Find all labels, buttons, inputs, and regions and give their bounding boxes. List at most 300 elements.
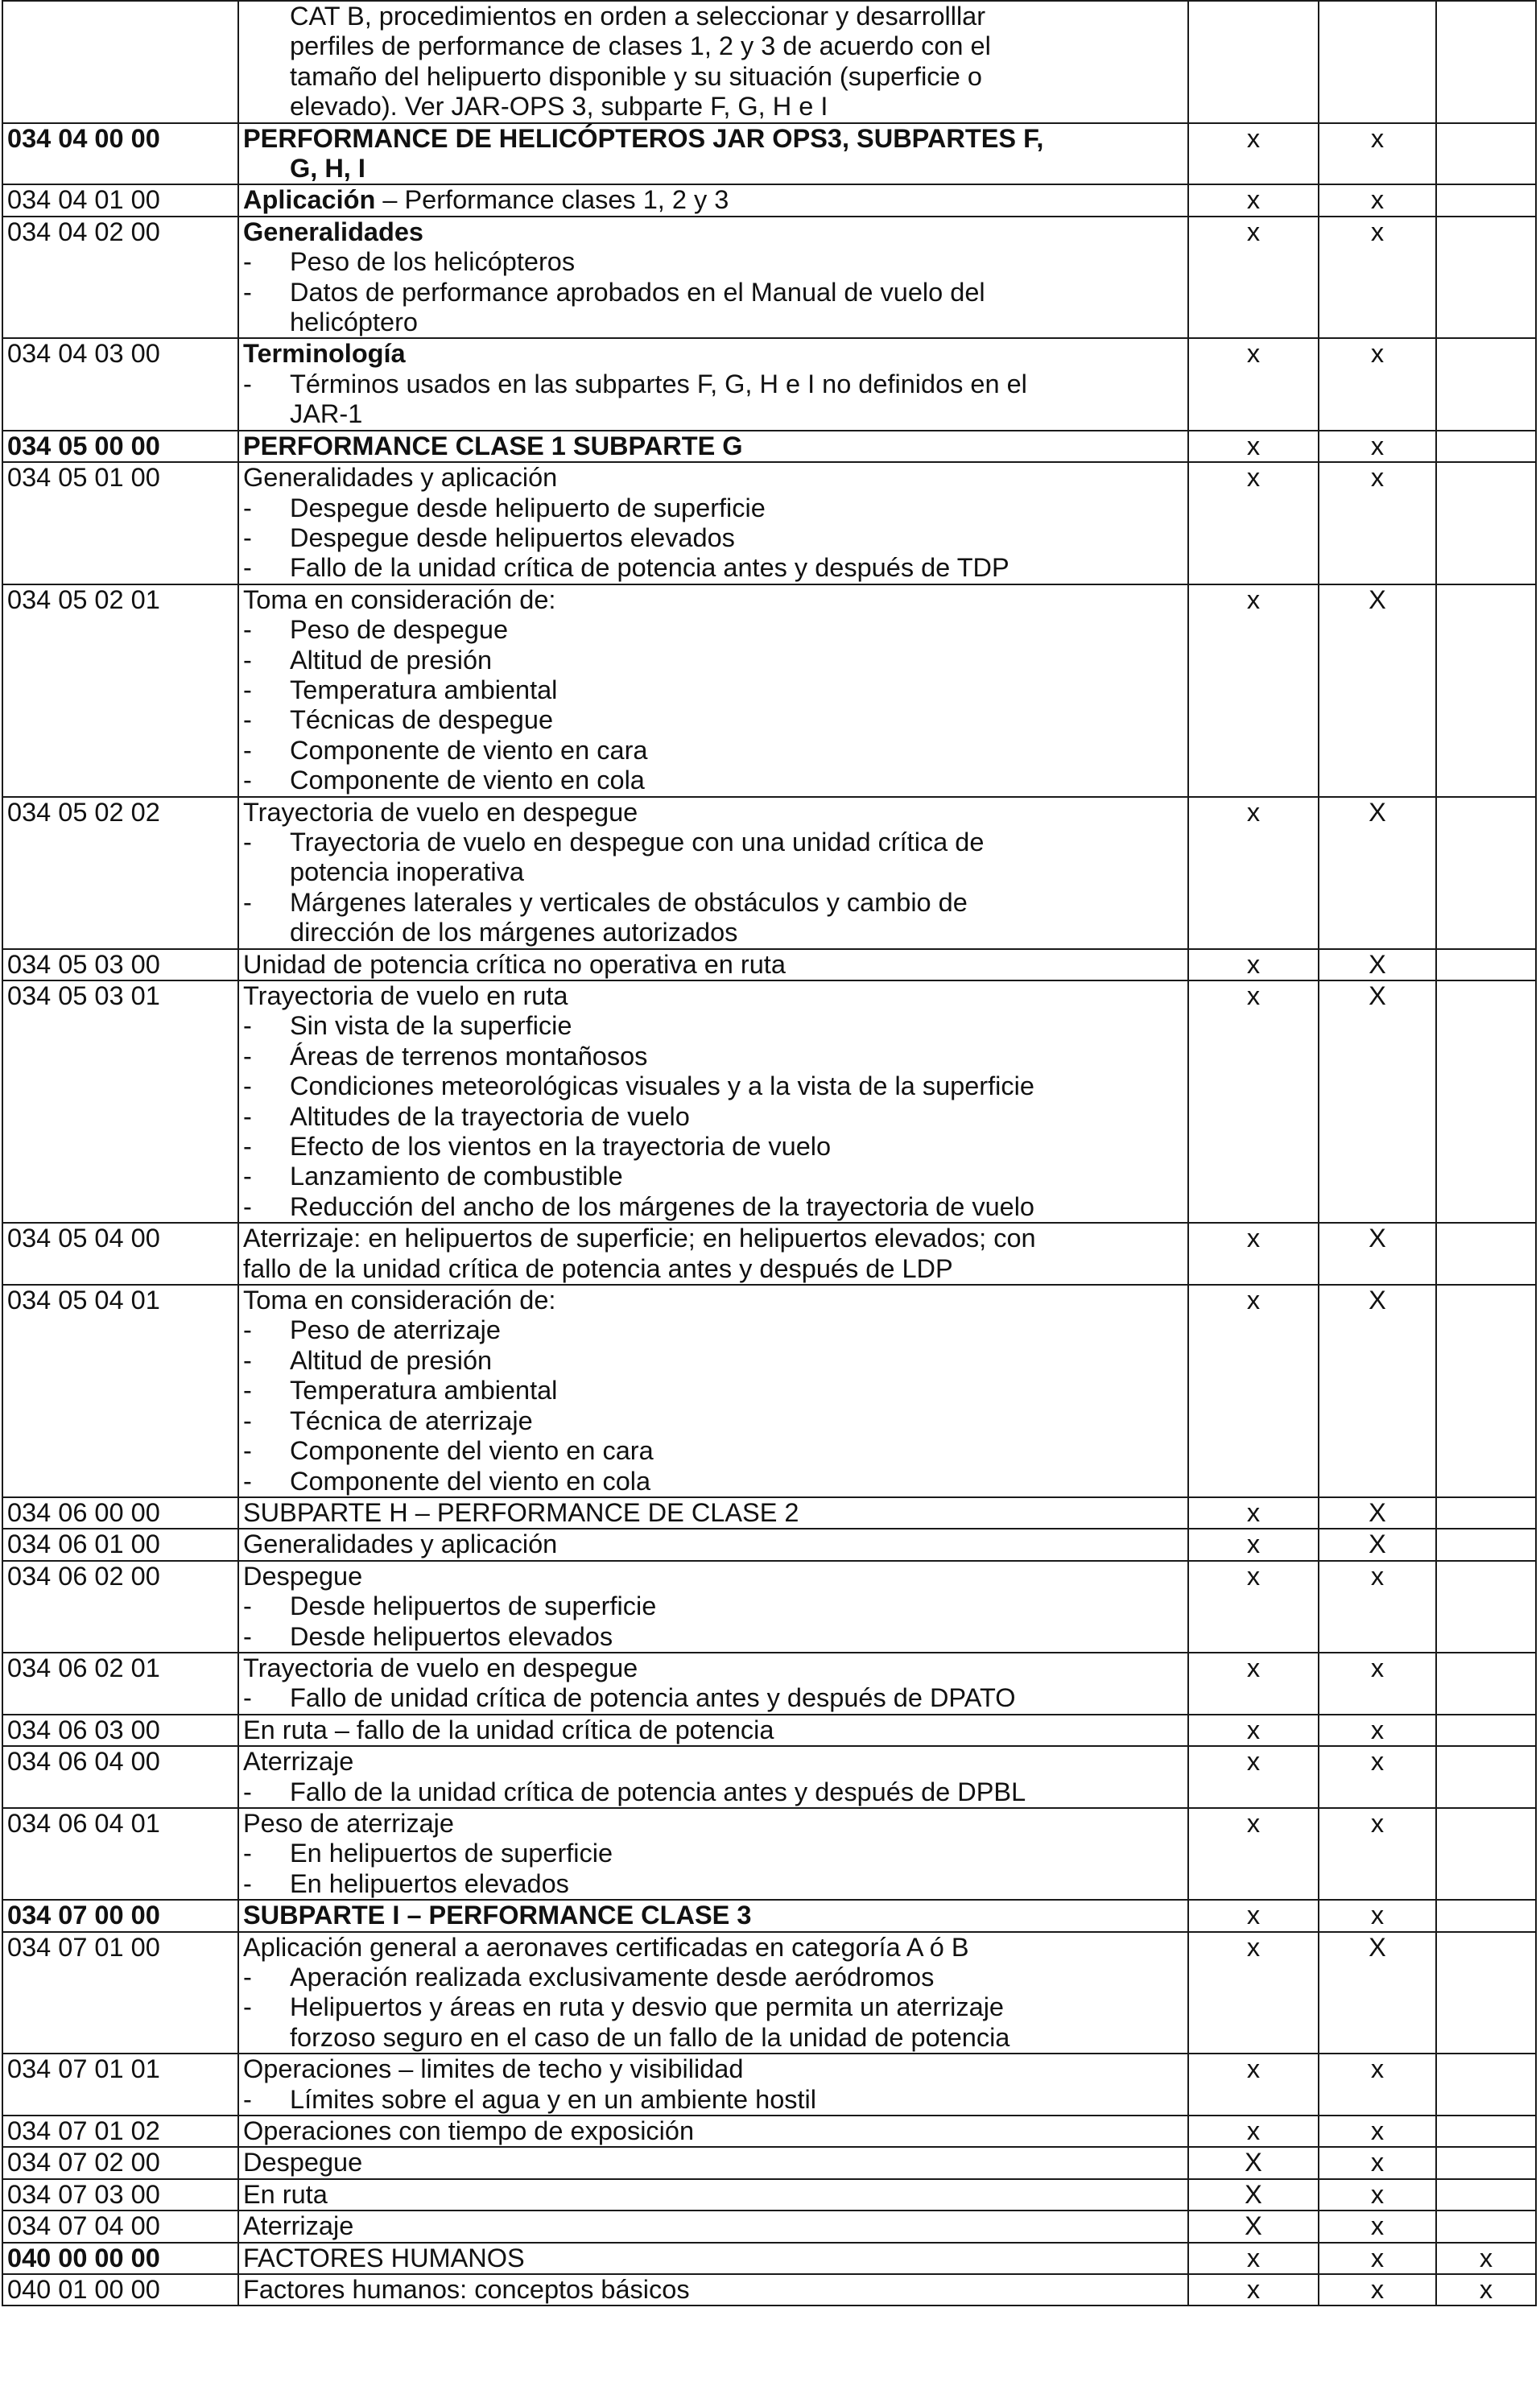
- section-title: Aterrizaje: [243, 1747, 354, 1777]
- bullet-item: [243, 705, 1183, 735]
- section-heading: [243, 585, 1183, 615]
- checkmark-cell: [1436, 431, 1536, 462]
- dash-bullet-icon: -: [243, 1071, 252, 1101]
- checkmark-cell: x: [1319, 1653, 1436, 1715]
- table-row: [2, 1808, 1536, 1900]
- dash-bullet-icon: -: [243, 705, 252, 735]
- section-heading: [243, 1809, 1183, 1839]
- bullet-text: Límites sobre el agua y en un ambiente hostil: [290, 2084, 816, 2114]
- checkmark-cell: x: [1188, 1808, 1319, 1900]
- dash-bullet-icon: -: [243, 1683, 252, 1713]
- table-row: [2, 2274, 1536, 2306]
- bullet-text: Despegue desde helipuertos elevados: [290, 522, 735, 552]
- checkmark-cell: [1436, 1223, 1536, 1285]
- section-title: Peso de aterrizaje: [243, 1808, 454, 1838]
- dash-bullet-icon: -: [243, 1191, 252, 1221]
- bullet-text: Áreas de terrenos montañosos: [290, 1041, 648, 1071]
- table-row: [2, 431, 1536, 462]
- section-description: [238, 980, 1188, 1223]
- dash-bullet-icon: -: [243, 766, 252, 795]
- section-title: Aplicación: [243, 185, 376, 215]
- section-heading: [243, 2211, 1183, 2241]
- dash-bullet-icon: -: [243, 1101, 252, 1131]
- dash-bullet-icon: -: [243, 1777, 252, 1806]
- checkmark-cell: [1436, 1653, 1536, 1715]
- bullet-text: Datos de performance aprobados en el Manual de vuelo del: [290, 277, 985, 307]
- section-heading: [243, 217, 1183, 247]
- bullet-text: Componente de viento en cola: [290, 766, 645, 795]
- section-heading: [243, 1901, 1183, 1930]
- checkmark-cell: [1436, 1285, 1536, 1497]
- section-code: 034 05 03 00: [2, 949, 238, 980]
- section-description: [238, 338, 1188, 430]
- bullet-text: En helipuertos de superficie: [290, 1839, 613, 1868]
- table-row: [2, 1932, 1536, 2054]
- section-description: [238, 1497, 1188, 1529]
- table-row: [2, 2116, 1536, 2147]
- bullet-text: En helipuertos elevados: [290, 1868, 569, 1898]
- checkmark-cell: X: [1319, 1223, 1436, 1285]
- section-heading: [243, 1498, 1183, 1528]
- section-title: SUBPARTE I – PERFORMANCE CLASE 3: [243, 1901, 752, 1930]
- continuation-line: dirección de los márgenes autorizados: [290, 918, 738, 947]
- dash-bullet-icon: -: [243, 1376, 252, 1406]
- checkmark-cell: x: [1188, 2054, 1319, 2116]
- bullet-item: [243, 675, 1183, 705]
- section-title: Toma en consideración de:: [243, 1286, 556, 1315]
- section-heading: [243, 1715, 1183, 1745]
- checkmark-cell: x: [1188, 1529, 1319, 1560]
- table-row: [2, 338, 1536, 430]
- bullet-item: [243, 1839, 1183, 1868]
- dash-bullet-icon: -: [243, 1466, 252, 1496]
- bullet-text: Peso de despegue: [290, 615, 509, 645]
- table-row: [2, 1285, 1536, 1497]
- section-code: 034 05 02 01: [2, 584, 238, 797]
- section-description: [238, 2054, 1188, 2116]
- section-code: 034 04 01 00: [2, 184, 238, 216]
- continuation-line: helicóptero: [290, 308, 418, 337]
- bullet-text: Componente de viento en cara: [290, 735, 648, 765]
- dash-bullet-icon: -: [243, 1345, 252, 1375]
- checkmark-cell: x: [1319, 2243, 1436, 2274]
- checkmark-cell: x: [1188, 797, 1319, 949]
- bullet-text: Altitud de presión: [290, 645, 493, 675]
- section-heading: [243, 431, 1183, 461]
- checkmark-cell: x: [1188, 1223, 1319, 1285]
- section-code: 034 06 02 00: [2, 1561, 238, 1653]
- checkmark-cell: [1436, 217, 1536, 339]
- bullet-text: Temperatura ambiental: [290, 1376, 558, 1406]
- section-code: 034 04 02 00: [2, 217, 238, 339]
- dash-bullet-icon: -: [243, 1315, 252, 1345]
- checkmark-cell: x: [1188, 949, 1319, 980]
- checkmark-cell: X: [1319, 1497, 1436, 1529]
- section-description: [238, 584, 1188, 797]
- bullet-text: Desde helipuertos de superficie: [290, 1591, 657, 1621]
- section-title: Toma en consideración de:: [243, 584, 556, 614]
- section-description: [238, 1223, 1188, 1285]
- checkmark-cell: X: [1319, 1285, 1436, 1497]
- checkmark-cell: x: [1319, 2116, 1436, 2147]
- section-heading: [243, 798, 1183, 828]
- bullet-text: Aperación realizada exclusivamente desde aeródromos: [290, 1963, 935, 1992]
- bullet-text: Fallo de unidad crítica de potencia antes y después de DPATO: [290, 1683, 1016, 1713]
- section-title: Aterrizaje: en helipuertos de superficie; en helipuertos elevados; con: [243, 1224, 1036, 1253]
- checkmark-cell: [1436, 2179, 1536, 2211]
- section-description: [238, 431, 1188, 462]
- section-code: 034 07 04 00: [2, 2211, 238, 2242]
- checkmark-cell: x: [1319, 1561, 1436, 1653]
- intro-code-cell: [2, 1, 238, 123]
- bullet-item: [243, 1132, 1183, 1162]
- checkmark-cell: x: [1188, 1715, 1319, 1746]
- bullet-text: Efecto de los vientos en la trayectoria de vuelo: [290, 1132, 832, 1162]
- intro-line: perfiles de performance de clases 1, 2 y 3 de acuerdo con el: [290, 31, 991, 61]
- section-description: [238, 2243, 1188, 2274]
- bullet-text: Márgenes laterales y verticales de obstáculos y cambio de: [290, 887, 968, 917]
- checkmark-cell: [1436, 1497, 1536, 1529]
- table-row: [2, 1497, 1536, 1529]
- section-title: Operaciones con tiempo de exposición: [243, 2116, 695, 2146]
- section-description: [238, 2116, 1188, 2147]
- dash-bullet-icon: -: [243, 1963, 252, 1992]
- section-heading: [243, 950, 1183, 980]
- section-title: Generalidades y aplicación: [243, 1529, 558, 1559]
- section-description: [238, 2147, 1188, 2178]
- section-title: Trayectoria de vuelo en despegue: [243, 1653, 638, 1682]
- dash-bullet-icon: -: [243, 887, 252, 917]
- dash-bullet-icon: -: [243, 369, 252, 398]
- bullet-item: [243, 1011, 1183, 1041]
- bullet-item: [243, 1869, 1183, 1899]
- dash-bullet-icon: -: [243, 1839, 252, 1868]
- bullet-item: [243, 1622, 1183, 1652]
- checkmark-cell: [1436, 797, 1536, 949]
- bullet-text: Términos usados en las subpartes F, G, H e I no definidos en el: [290, 369, 1027, 398]
- section-description: [238, 1746, 1188, 1808]
- section-code: 034 06 01 00: [2, 1529, 238, 1560]
- section-code: 034 07 01 01: [2, 2054, 238, 2116]
- checkmark-cell: x: [1188, 1497, 1319, 1529]
- syllabus-table-body: [2, 1, 1536, 2306]
- intro-line: elevado). Ver JAR-OPS 3, subparte F, G, H e I: [290, 92, 828, 122]
- section-heading: [243, 2116, 1183, 2146]
- section-heading: [243, 1653, 1183, 1683]
- bullet-item: [243, 646, 1183, 675]
- dash-bullet-icon: -: [243, 553, 252, 583]
- table-row: [2, 1561, 1536, 1653]
- checkmark-cell: X: [1319, 797, 1436, 949]
- section-description: [238, 1808, 1188, 1900]
- section-heading: [243, 2244, 1183, 2273]
- section-code: 034 04 00 00: [2, 123, 238, 185]
- bullet-item: [243, 1406, 1183, 1436]
- checkmark-cell: x: [1188, 2274, 1319, 2306]
- bullet-item: [243, 1192, 1183, 1222]
- bullet-text: Componente del viento en cara: [290, 1436, 654, 1466]
- dash-bullet-icon: -: [243, 827, 252, 857]
- dash-bullet-icon: -: [243, 247, 252, 277]
- bullet-text: Condiciones meteorológicas visuales y a la vista de la superficie: [290, 1071, 1034, 1101]
- checkmark-cell: [1436, 1746, 1536, 1808]
- table-row: [2, 184, 1536, 216]
- section-code: 034 05 04 01: [2, 1285, 238, 1497]
- section-description: [238, 1653, 1188, 1715]
- intro-mark-cell: [1319, 1, 1436, 123]
- bullet-text: Helipuertos y áreas en ruta y desvio que permita un aterrizaje: [290, 1992, 1004, 2022]
- bullet-item: [243, 1683, 1183, 1713]
- section-description: [238, 1900, 1188, 1931]
- intro-mark-cell: [1436, 1, 1536, 123]
- bullet-item: [243, 1777, 1183, 1807]
- section-title: En ruta: [243, 2179, 328, 2209]
- continuation-line: JAR-1: [290, 399, 363, 429]
- checkmark-cell: X: [1188, 2147, 1319, 2178]
- continuation-line: potencia inoperativa: [290, 857, 524, 887]
- section-description: [238, 949, 1188, 980]
- section-description: [238, 1561, 1188, 1653]
- bullet-text: Temperatura ambiental: [290, 675, 558, 704]
- checkmark-cell: [1436, 2147, 1536, 2178]
- dash-bullet-icon: -: [243, 1132, 252, 1162]
- continuation-line: forzoso seguro en el caso de un fallo de la unidad de potencia: [290, 2022, 1010, 2052]
- bullet-text: Fallo de la unidad crítica de potencia antes y después de TDP: [290, 553, 1009, 583]
- section-description: [238, 797, 1188, 949]
- section-heading: [243, 463, 1183, 493]
- section-code: 034 05 04 00: [2, 1223, 238, 1285]
- section-title: Unidad de potencia crítica no operativa en ruta: [243, 949, 786, 979]
- checkmark-cell: x: [1319, 2274, 1436, 2306]
- bullet-text: Técnica de aterrizaje: [290, 1406, 533, 1435]
- section-code: 034 07 00 00: [2, 1900, 238, 1931]
- table-row: [2, 462, 1536, 584]
- intro-mark-cell: [1188, 1, 1319, 123]
- section-code: 034 07 01 00: [2, 1932, 238, 2054]
- checkmark-cell: x: [1188, 338, 1319, 430]
- bullet-item: [243, 828, 1183, 857]
- section-description: [238, 123, 1188, 185]
- section-title: Generalidades y aplicación: [243, 463, 558, 493]
- bullet-item: [243, 1591, 1183, 1621]
- dash-bullet-icon: -: [243, 277, 252, 307]
- checkmark-cell: [1436, 584, 1536, 797]
- table-row: [2, 1223, 1536, 1285]
- intro-description-cell: [238, 1, 1188, 123]
- checkmark-cell: x: [1319, 1900, 1436, 1931]
- section-title: Trayectoria de vuelo en despegue: [243, 797, 638, 827]
- bullet-text: Trayectoria de vuelo en despegue con una unidad crítica de: [290, 827, 985, 857]
- dash-bullet-icon: -: [243, 493, 252, 522]
- table-row: [2, 1746, 1536, 1808]
- section-title: Generalidades: [243, 217, 423, 246]
- checkmark-cell: X: [1188, 2211, 1319, 2242]
- section-title: FACTORES HUMANOS: [243, 2243, 525, 2272]
- section-heading: [243, 124, 1183, 154]
- syllabus-table: [2, 0, 1537, 2306]
- section-title: Despegue: [243, 2148, 363, 2178]
- bullet-item: [243, 888, 1183, 918]
- checkmark-cell: x: [1319, 431, 1436, 462]
- bullet-item: [243, 1071, 1183, 1101]
- description-line: fallo de la unidad crítica de potencia antes y después de LDP: [243, 1253, 953, 1283]
- section-heading: [243, 2180, 1183, 2210]
- checkmark-cell: [1436, 949, 1536, 980]
- bullet-text: Fallo de la unidad crítica de potencia antes y después de DPBL: [290, 1777, 1026, 1806]
- bullet-item: [243, 1102, 1183, 1132]
- section-heading: [243, 2054, 1183, 2084]
- intro-line: CAT B, procedimientos en orden a seleccionar y desarrolllar: [290, 2, 986, 31]
- bullet-item: [243, 247, 1183, 277]
- bullet-item: [243, 1467, 1183, 1496]
- intro-row: [2, 1, 1536, 123]
- continuation-line: G, H, I: [290, 154, 365, 184]
- section-description: [238, 1932, 1188, 2054]
- checkmark-cell: x: [1319, 1808, 1436, 1900]
- bullet-text: Técnicas de despegue: [290, 705, 554, 735]
- checkmark-cell: x: [1319, 338, 1436, 430]
- checkmark-cell: [1436, 2054, 1536, 2116]
- checkmark-cell: x: [1188, 1746, 1319, 1808]
- checkmark-cell: x: [1319, 123, 1436, 185]
- table-row: [2, 584, 1536, 797]
- table-row: [2, 2179, 1536, 2211]
- section-code: 034 06 02 01: [2, 1653, 238, 1715]
- table-row: [2, 1715, 1536, 1746]
- checkmark-cell: x: [1188, 217, 1319, 339]
- checkmark-cell: x: [1319, 217, 1436, 339]
- checkmark-cell: x: [1188, 462, 1319, 584]
- section-title: PERFORMANCE CLASE 1 SUBPARTE G: [243, 431, 743, 460]
- checkmark-cell: x: [1188, 1285, 1319, 1497]
- checkmark-cell: x: [1188, 980, 1319, 1223]
- bullet-text: Componente del viento en cola: [290, 1466, 651, 1496]
- checkmark-cell: [1436, 2116, 1536, 2147]
- checkmark-cell: X: [1319, 584, 1436, 797]
- bullet-item: [243, 615, 1183, 645]
- table-row: [2, 123, 1536, 185]
- section-code: 034 06 04 01: [2, 1808, 238, 1900]
- checkmark-cell: x: [1188, 1561, 1319, 1653]
- section-code: 034 04 03 00: [2, 338, 238, 430]
- checkmark-cell: x: [1188, 1932, 1319, 2054]
- checkmark-cell: x: [1188, 431, 1319, 462]
- bullet-item: [243, 1992, 1183, 2022]
- bullet-item: [243, 553, 1183, 583]
- checkmark-cell: [1436, 1715, 1536, 1746]
- dash-bullet-icon: -: [243, 1011, 252, 1041]
- section-description: [238, 1285, 1188, 1497]
- dash-bullet-icon: -: [243, 1041, 252, 1071]
- checkmark-cell: x: [1188, 1900, 1319, 1931]
- dash-bullet-icon: -: [243, 675, 252, 704]
- checkmark-cell: x: [1436, 2243, 1536, 2274]
- section-code: 034 06 00 00: [2, 1497, 238, 1529]
- section-code: 034 07 02 00: [2, 2147, 238, 2178]
- section-title: Factores humanos: conceptos básicos: [243, 2275, 690, 2305]
- checkmark-cell: x: [1188, 123, 1319, 185]
- section-code: 034 05 00 00: [2, 431, 238, 462]
- section-heading: [243, 185, 1183, 215]
- checkmark-cell: [1436, 1808, 1536, 1900]
- checkmark-cell: x: [1319, 1746, 1436, 1808]
- table-row: [2, 2054, 1536, 2116]
- checkmark-cell: [1436, 184, 1536, 216]
- section-code: 040 00 00 00: [2, 2243, 238, 2274]
- dash-bullet-icon: -: [243, 1406, 252, 1435]
- table-row: [2, 980, 1536, 1223]
- bullet-text: Peso de los helicópteros: [290, 247, 576, 277]
- section-title: Trayectoria de vuelo en ruta: [243, 981, 568, 1010]
- checkmark-cell: [1436, 980, 1536, 1223]
- section-heading: [243, 981, 1183, 1011]
- table-row: [2, 217, 1536, 339]
- checkmark-cell: X: [1188, 2179, 1319, 2211]
- table-row: [2, 2211, 1536, 2242]
- table-row: [2, 949, 1536, 980]
- section-code: 034 07 01 02: [2, 2116, 238, 2147]
- dash-bullet-icon: -: [243, 1868, 252, 1898]
- dash-bullet-icon: -: [243, 645, 252, 675]
- checkmark-cell: x: [1319, 2054, 1436, 2116]
- section-title: Despegue: [243, 1561, 363, 1591]
- checkmark-cell: x: [1188, 184, 1319, 216]
- section-title: Aplicación general a aeronaves certificadas en categoría A ó B: [243, 1932, 969, 1962]
- checkmark-cell: X: [1319, 949, 1436, 980]
- bullet-item: [243, 736, 1183, 766]
- section-code: 040 01 00 00: [2, 2274, 238, 2306]
- intro-line: tamaño del helipuerto disponible y su situación (superficie o: [290, 61, 982, 91]
- section-title: PERFORMANCE DE HELICÓPTEROS JAR OPS3, SUBPARTES F,: [243, 123, 1044, 153]
- checkmark-cell: [1436, 338, 1536, 430]
- section-title: Operaciones – limites de techo y visibilidad: [243, 2054, 744, 2084]
- bullet-text: Altitud de presión: [290, 1345, 493, 1375]
- bullet-item: [243, 1346, 1183, 1376]
- dash-bullet-icon: -: [243, 522, 252, 552]
- bullet-text: Peso de aterrizaje: [290, 1315, 501, 1345]
- checkmark-cell: [1436, 2211, 1536, 2242]
- checkmark-cell: [1436, 1932, 1536, 2054]
- section-code: 034 06 03 00: [2, 1715, 238, 1746]
- checkmark-cell: x: [1188, 2243, 1319, 2274]
- section-heading: [243, 1747, 1183, 1777]
- bullet-item: [243, 1162, 1183, 1191]
- bullet-item: [243, 1042, 1183, 1071]
- section-description: [238, 184, 1188, 216]
- dash-bullet-icon: -: [243, 615, 252, 645]
- dash-bullet-icon: -: [243, 1992, 252, 2022]
- table-row: [2, 2243, 1536, 2274]
- checkmark-cell: x: [1319, 184, 1436, 216]
- section-code: 034 07 03 00: [2, 2179, 238, 2211]
- checkmark-cell: x: [1319, 2179, 1436, 2211]
- checkmark-cell: X: [1319, 1529, 1436, 1560]
- section-code: 034 05 01 00: [2, 462, 238, 584]
- checkmark-cell: [1436, 1529, 1536, 1560]
- dash-bullet-icon: -: [243, 1436, 252, 1466]
- section-heading: [243, 1933, 1183, 1963]
- section-code: 034 05 02 02: [2, 797, 238, 949]
- table-row: [2, 1900, 1536, 1931]
- section-heading: [243, 1224, 1183, 1253]
- bullet-item: [243, 1315, 1183, 1345]
- section-title: SUBPARTE H – PERFORMANCE DE CLASE 2: [243, 1497, 799, 1527]
- section-title: Terminología: [243, 339, 406, 369]
- section-description: [238, 462, 1188, 584]
- section-description: [238, 217, 1188, 339]
- checkmark-cell: X: [1319, 980, 1436, 1223]
- section-title: En ruta – fallo de la unidad crítica de potencia: [243, 1715, 774, 1744]
